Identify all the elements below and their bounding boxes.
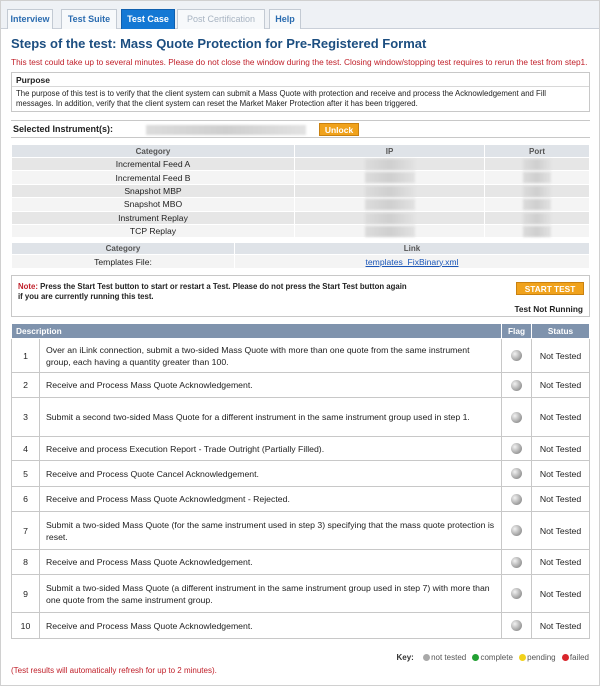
status-dot-icon xyxy=(511,620,522,631)
key-complete: complete xyxy=(480,653,513,662)
step-flag xyxy=(502,575,532,613)
step-flag xyxy=(502,512,532,550)
instrument-label: Selected Instrument(s): xyxy=(13,124,114,134)
refresh-note: (Test results will automatically refresh for up to 2 minutes). xyxy=(11,666,217,675)
status-dot-icon xyxy=(511,557,522,568)
connection-ip-redacted xyxy=(295,171,485,184)
step-row xyxy=(12,461,590,487)
status-key xyxy=(397,653,590,662)
tab-bar xyxy=(1,1,599,29)
step-number: 5 xyxy=(12,461,40,487)
connection-category: Snapshot MBP xyxy=(12,184,295,197)
tab-help[interactable]: Help xyxy=(269,9,301,29)
steps-header-row xyxy=(12,324,590,339)
connection-category: Instrument Replay xyxy=(12,211,295,224)
step-row xyxy=(12,613,590,639)
status-dot-icon xyxy=(511,588,522,599)
templates-row xyxy=(12,255,590,269)
category-header: Category xyxy=(12,145,295,158)
test-run-status: Test Not Running xyxy=(514,304,583,314)
connection-category: Incremental Feed B xyxy=(12,171,295,184)
step-status: Not Tested xyxy=(532,373,590,398)
not-tested-dot-icon xyxy=(423,654,430,661)
connection-ip-redacted xyxy=(295,158,485,171)
step-number: 7 xyxy=(12,512,40,550)
step-status: Not Tested xyxy=(532,575,590,613)
flag-header: Flag xyxy=(502,324,532,339)
step-row xyxy=(12,512,590,550)
step-description: Submit a two-sided Mass Quote (for the same instrument used in step 3) specifying that the mass quote protection is reset. xyxy=(40,512,502,550)
step-row xyxy=(12,550,590,575)
templates-category-header: Category xyxy=(12,243,235,255)
steps-table xyxy=(11,323,590,639)
step-description: Receive and process Execution Report - Trade Outright (Partially Filled). xyxy=(40,437,502,461)
unlock-button[interactable]: Unlock xyxy=(319,123,359,136)
status-dot-icon xyxy=(511,525,522,536)
step-flag xyxy=(502,613,532,639)
status-dot-icon xyxy=(511,468,522,479)
step-description: Submit a second two-sided Mass Quote for a different instrument in the same instrument group used in step 1. xyxy=(40,398,502,437)
step-description: Receive and Process Mass Quote Acknowledgement. xyxy=(40,373,502,398)
connection-ip-redacted xyxy=(295,211,485,224)
step-number: 6 xyxy=(12,487,40,512)
templates-table xyxy=(11,242,590,269)
step-status: Not Tested xyxy=(532,339,590,373)
status-dot-icon xyxy=(511,412,522,423)
status-dot-icon xyxy=(511,350,522,361)
step-number: 1 xyxy=(12,339,40,373)
step-status: Not Tested xyxy=(532,398,590,437)
step-row xyxy=(12,398,590,437)
key-label: Key: xyxy=(396,653,414,662)
step-number: 4 xyxy=(12,437,40,461)
key-failed: failed xyxy=(569,653,589,662)
status-dot-icon xyxy=(511,380,522,391)
purpose-panel xyxy=(11,72,590,112)
status-header: Status xyxy=(532,324,590,339)
connection-category: Snapshot MBO xyxy=(12,198,295,211)
purpose-heading: Purpose xyxy=(12,73,589,87)
step-flag xyxy=(502,339,532,373)
step-flag xyxy=(502,437,532,461)
step-row xyxy=(12,339,590,373)
complete-dot-icon xyxy=(472,654,479,661)
connection-category: Incremental Feed A xyxy=(12,158,295,171)
connection-port-redacted xyxy=(485,171,590,184)
connection-ip-redacted xyxy=(295,224,485,237)
instrument-value-redacted xyxy=(146,125,306,135)
step-flag xyxy=(502,398,532,437)
tab-interview[interactable]: Interview xyxy=(7,9,53,29)
connection-row xyxy=(12,171,590,184)
connection-category: TCP Replay xyxy=(12,224,295,237)
connection-port-redacted xyxy=(485,158,590,171)
connections-table xyxy=(11,144,590,238)
step-status: Not Tested xyxy=(532,512,590,550)
step-number: 9 xyxy=(12,575,40,613)
note-panel xyxy=(11,275,590,317)
step-number: 2 xyxy=(12,373,40,398)
step-flag xyxy=(502,487,532,512)
connection-ip-redacted xyxy=(295,184,485,197)
templates-link-header: Link xyxy=(235,243,590,255)
connection-row xyxy=(12,184,590,197)
port-header: Port xyxy=(485,145,590,158)
step-status: Not Tested xyxy=(532,550,590,575)
connection-port-redacted xyxy=(485,211,590,224)
step-description: Receive and Process Mass Quote Acknowledgement. xyxy=(40,550,502,575)
step-status: Not Tested xyxy=(532,487,590,512)
step-description: Receive and Process Mass Quote Acknowledgment - Rejected. xyxy=(40,487,502,512)
tab-post-certification: Post Certification xyxy=(177,9,265,29)
description-header: Description xyxy=(12,324,502,339)
connection-row xyxy=(12,158,590,171)
note-label: Note: xyxy=(18,282,38,291)
step-row xyxy=(12,575,590,613)
connection-row xyxy=(12,198,590,211)
pending-dot-icon xyxy=(519,654,526,661)
step-row xyxy=(12,487,590,512)
step-description: Receive and Process Quote Cancel Acknowledgement. xyxy=(40,461,502,487)
warning-text: This test could take up to several minutes. Please do not close the window during the test. Closing window/stopping test requires to rerun the test from step1. xyxy=(11,57,588,67)
tab-test-case[interactable]: Test Case xyxy=(121,9,175,29)
connection-port-redacted xyxy=(485,224,590,237)
step-status: Not Tested xyxy=(532,613,590,639)
step-status: Not Tested xyxy=(532,461,590,487)
tab-test-suite[interactable]: Test Suite xyxy=(61,9,117,29)
step-number: 8 xyxy=(12,550,40,575)
failed-dot-icon xyxy=(562,654,569,661)
step-description: Receive and Process Mass Quote Acknowledgement. xyxy=(40,613,502,639)
note-text-block xyxy=(18,282,413,302)
connection-port-redacted xyxy=(485,184,590,197)
step-flag xyxy=(502,550,532,575)
step-flag xyxy=(502,373,532,398)
key-pending: pending xyxy=(527,653,556,662)
step-description: Submit a two-sided Mass Quote (a different instrument in the same instrument group used in step 7) with more than one quote from the same instrument group. xyxy=(40,575,502,613)
note-text: Press the Start Test button to start or restart a Test. Please do not press the Start Test button again if you are currently running this test. xyxy=(18,282,407,301)
templates-category: Templates File: xyxy=(12,255,235,269)
step-number: 10 xyxy=(12,613,40,639)
ip-header: IP xyxy=(295,145,485,158)
step-flag xyxy=(502,461,532,487)
connection-row xyxy=(12,211,590,224)
instrument-row xyxy=(11,120,590,138)
connection-ip-redacted xyxy=(295,198,485,211)
connection-row xyxy=(12,224,590,237)
step-row xyxy=(12,437,590,461)
page-title: Steps of the test: Mass Quote Protection for Pre-Registered Format xyxy=(11,36,427,51)
step-description: Over an iLink connection, submit a two-sided Mass Quote with more than one quote from the same instrument group, each having a quantity greater than 100. xyxy=(40,339,502,373)
templates-header-row xyxy=(12,243,590,255)
status-dot-icon xyxy=(511,443,522,454)
key-not-tested: not tested xyxy=(431,653,467,662)
connection-port-redacted xyxy=(485,198,590,211)
connections-header-row xyxy=(12,145,590,158)
step-row xyxy=(12,373,590,398)
templates-file-link[interactable]: templates_FixBinary.xml xyxy=(365,256,459,267)
status-dot-icon xyxy=(511,494,522,505)
step-number: 3 xyxy=(12,398,40,437)
start-test-button[interactable]: START TEST xyxy=(516,282,584,295)
templates-link-cell xyxy=(235,255,590,269)
purpose-text: The purpose of this test is to verify that the client system can submit a Mass Quote with protection and receive and process the Acknowledgement and Fill messages. In addition, verify that the client system can reset the Market Maker Protection after it has been triggered. xyxy=(16,89,547,108)
step-status: Not Tested xyxy=(532,437,590,461)
